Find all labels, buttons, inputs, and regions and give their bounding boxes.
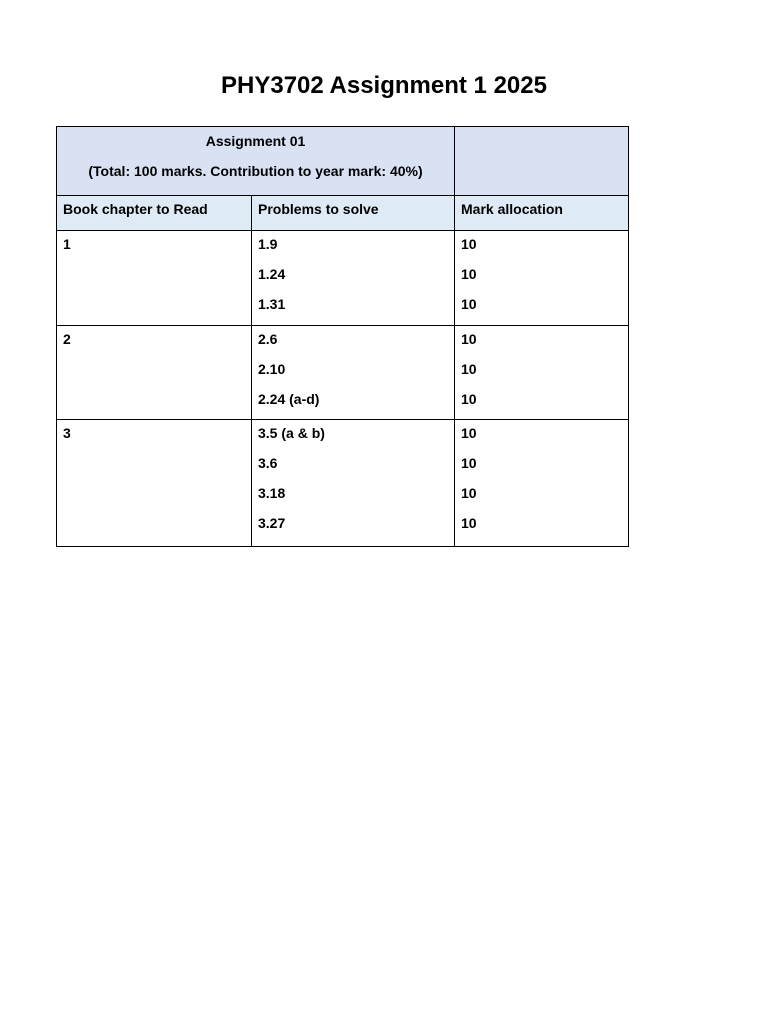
problem-item: 2.10 <box>258 361 286 377</box>
table-row <box>57 231 629 326</box>
mark-value: 10 <box>461 331 477 347</box>
assignment-table <box>56 126 629 547</box>
chapter-number: 3 <box>63 425 71 441</box>
page-title: PHY3702 Assignment 1 2025 <box>221 72 547 99</box>
problem-item: 1.31 <box>258 296 286 312</box>
problem-item: 3.27 <box>258 515 286 531</box>
chapter-number: 2 <box>63 331 71 347</box>
problems-cell <box>252 420 455 547</box>
table-row <box>57 326 629 420</box>
column-header-row <box>57 196 629 231</box>
chapter-number: 1 <box>63 236 71 252</box>
column-header-marks-label: Mark allocation <box>461 201 563 217</box>
column-header-chapter <box>57 196 252 231</box>
mark-value: 10 <box>461 515 477 531</box>
table-heading-empty-cell <box>455 127 629 196</box>
mark-value: 10 <box>461 485 477 501</box>
problem-item: 1.24 <box>258 266 286 282</box>
problems-cell <box>252 231 455 326</box>
problem-item: 1.9 <box>258 236 278 252</box>
problem-item: 3.18 <box>258 485 286 501</box>
mark-value: 10 <box>461 296 477 312</box>
mark-value: 10 <box>461 361 477 377</box>
column-header-chapter-label: Book chapter to Read <box>63 201 208 217</box>
chapter-cell <box>57 420 252 547</box>
column-header-problems-label: Problems to solve <box>258 201 379 217</box>
marks-cell <box>455 420 629 547</box>
problem-item: 2.6 <box>258 331 278 347</box>
table-row <box>57 420 629 547</box>
table-heading-cell <box>57 127 455 196</box>
chapter-cell <box>57 231 252 326</box>
table-heading-row <box>57 127 629 196</box>
column-header-marks <box>455 196 629 231</box>
problems-cell <box>252 326 455 420</box>
column-header-problems <box>252 196 455 231</box>
assignment-total-note: (Total: 100 marks. Contribution to year mark: 40%) <box>88 163 423 179</box>
marks-cell <box>455 231 629 326</box>
chapter-cell <box>57 326 252 420</box>
problem-item: 3.5 (a & b) <box>258 425 325 441</box>
mark-value: 10 <box>461 391 477 407</box>
problem-item: 3.6 <box>258 455 278 471</box>
mark-value: 10 <box>461 455 477 471</box>
mark-value: 10 <box>461 236 477 252</box>
mark-value: 10 <box>461 266 477 282</box>
mark-value: 10 <box>461 425 477 441</box>
problem-item: 2.24 (a-d) <box>258 391 320 407</box>
marks-cell <box>455 326 629 420</box>
assignment-heading: Assignment 01 <box>205 133 306 149</box>
